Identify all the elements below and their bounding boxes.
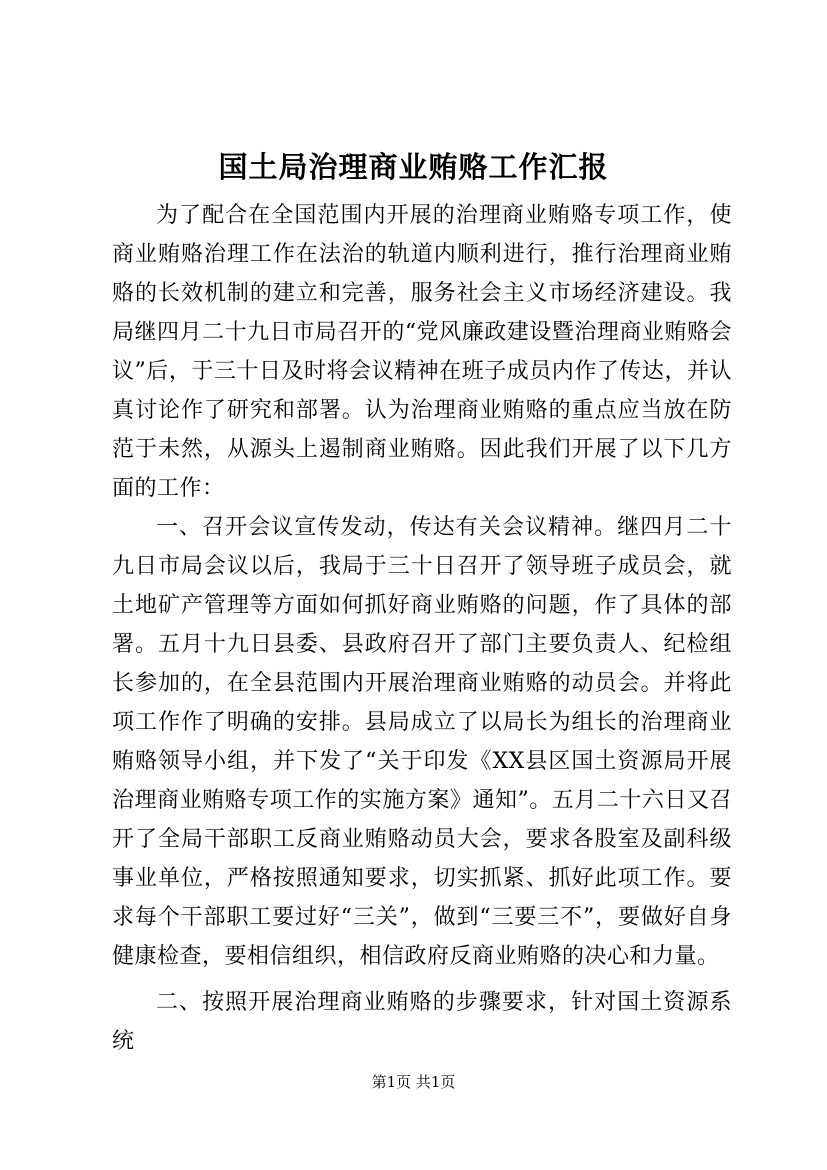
document-title: 国土局治理商业贿赂工作汇报 — [218, 150, 609, 184]
document-body — [112, 196, 732, 1061]
paragraph-intro: 为了配合在全国范围内开展的治理商业贿赂专项工作，使商业贿赂治理工作在法治的轨道内顺利进行，推行治理商业贿赂的长效机制的建立和完善，服务社会主义市场经济建设。我局继四月二十九日市局召开的“党风廉政建设暨治理商业贿赂会议”后，于三十日及时将会议精神在班子成员内作了传达，并认真讨论作了研究和部署。认为治理商业贿赂的重点应当放在防范于未然，从源头上遏制商业贿赂。因此我们开展了以下几方面的工作： — [112, 203, 732, 501]
paragraph-section-1: 一、召开会议宣传发动，传达有关会议精神。继四月二十九日市局会议以后，我局于三十日召开了领导班子成员会，就土地矿产管理等方面如何抓好商业贿赂的问题，作了具体的部署。五月十九日县委、县政府召开了部门主要负责人、纪检组长参加的，在全县范围内开展治理商业贿赂的动员会。并将此项工作作了明确的安排。县局成立了以局长为组长的治理商业贿赂领导小组，并下发了“关于印发《XX县区国土资源局开展治理商业贿赂专项工作的实施方案》通知”。五月二十六日又召开了全局干部职工反商业贿赂动员大会，要求各股室及副科级事业单位，严格按照通知要求，切实抓紧、抓好此项工作。要求每个干部职工要过好“三关”，做到“三要三不”，要做好自身健康检查，要相信组织，相信政府反商业贿赂的决心和力量。 — [112, 515, 732, 969]
paragraph-section-2: 二、按照开展治理商业贿赂的步骤要求，针对国土资源系统 — [112, 990, 732, 1054]
page-footer: 第1页 共1页 — [371, 1073, 456, 1091]
